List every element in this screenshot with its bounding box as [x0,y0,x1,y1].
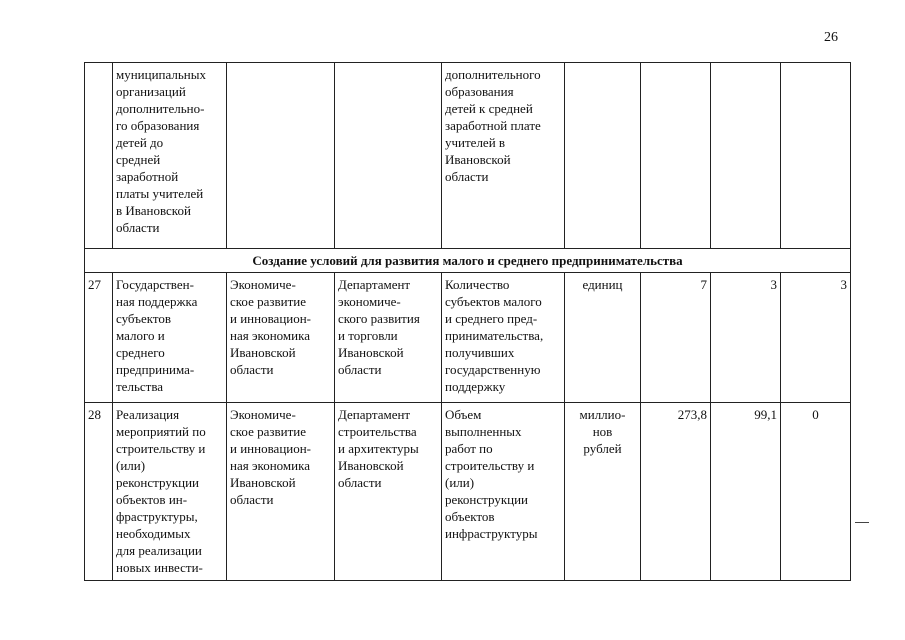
page-number: 26 [824,30,838,45]
cell-value-2 [711,63,781,249]
cell-value-2: 99,1 [711,403,781,581]
cell-no [85,63,113,249]
cell-value-1 [641,63,711,249]
cell-indicator: Объем выполненных работ по строительству и (или) реконструкции объектов инфраструктуры [442,403,565,581]
cell-indicator: Количество субъектов малого и среднего пред- принимательства, получивших государственную поддержку [442,273,565,403]
cell-no: 27 [85,273,113,403]
table-row-27 [85,273,851,403]
cell-program: Экономиче- ское развитие и инновацион- ная экономика Ивановской области [227,403,335,581]
cell-name: Реализация мероприятий по строительству и (или) реконструкции объектов ин- фраструктуры, необходимых для реализации новых инвести- [113,403,227,581]
cell-executor: Департамент строительства и архитектуры Ивановской области [335,403,442,581]
table-row-continuation [85,63,851,249]
cell-executor [335,63,442,249]
cell-unit: единиц [565,273,641,403]
cell-value-3: 3 [781,273,851,403]
edge-mark [855,522,869,523]
cell-value-1: 273,8 [641,403,711,581]
section-title: Создание условий для развития малого и среднего предпринимательства [85,249,851,273]
cell-executor: Департамент экономиче- ского развития и торговли Ивановской области [335,273,442,403]
table-row-28 [85,403,851,581]
cell-value-2: 3 [711,273,781,403]
cell-program: Экономиче- ское развитие и инновацион- ная экономика Ивановской области [227,273,335,403]
cell-no: 28 [85,403,113,581]
cell-value-3: 0 [781,403,851,581]
program-table [84,62,851,581]
cell-unit [565,63,641,249]
section-header-row [85,249,851,273]
cell-name: муниципальных организаций дополнительно- го образования детей до средней заработной платы учителей в Ивановской области [113,63,227,249]
cell-indicator: дополнительного образования детей к средней заработной плате учителей в Ивановской области [442,63,565,249]
cell-value-3 [781,63,851,249]
cell-value-1: 7 [641,273,711,403]
cell-program [227,63,335,249]
cell-name: Государствен- ная поддержка субъектов малого и среднего предпринима- тельства [113,273,227,403]
cell-unit: миллио- нов рублей [565,403,641,581]
